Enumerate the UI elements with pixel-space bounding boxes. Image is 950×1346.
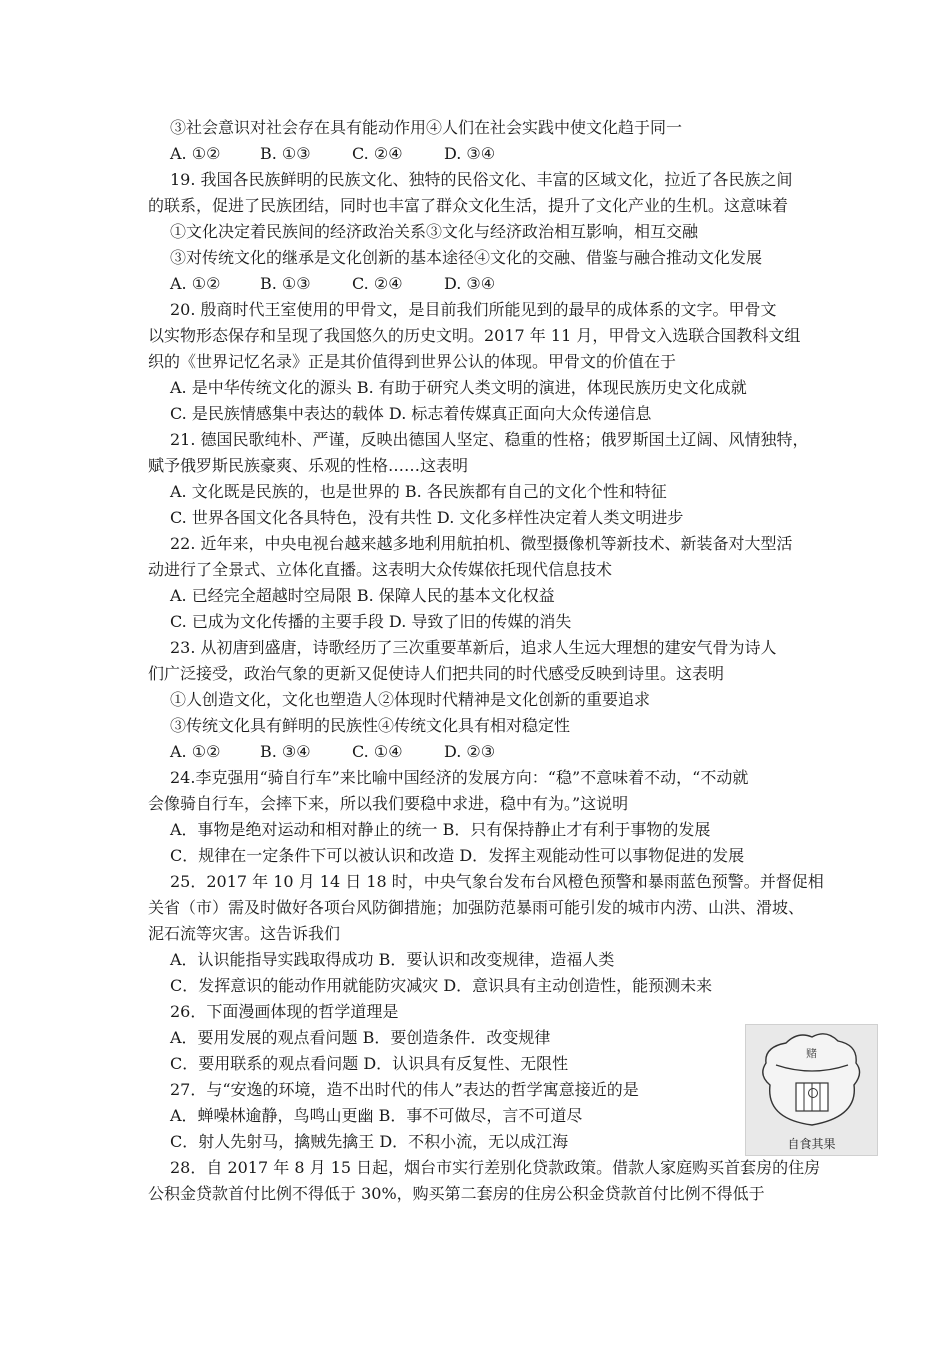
cartoon-caption: 自食其果 [787,1137,836,1151]
cartoon-drawing [746,1025,877,1137]
q21-stem: 21. 德国民歌纯朴、严谨，反映出德国人坚定、稳重的性格；俄罗斯国土辽阔、风情独特， [170,430,809,449]
q22-stem: 22. 近年来，中央电视台越来越多地利用航拍机、微型摄像机等新技术、新装备对大型活 [170,534,793,553]
q25-stem-cont-2: 泥石流等灾害。这告诉我们 [148,924,341,943]
q24-options-cd: C．规律在一定条件下可以被认识和改造 D．发挥主观能动性可以事物促进的发展 [170,846,745,865]
q27-options-cd: C．射人先射马，擒贼先擒王 D．不积小流，无以成江海 [170,1132,569,1151]
q20-options-cd: C. 是民族情感集中表达的载体 D. 标志着传媒真正面向大众传递信息 [170,404,652,423]
q25-options-ab: A．认识能指导实践取得成功 B．要认识和改变规律，造福人类 [170,950,615,969]
q19-option-b: B. ①③ [260,274,311,293]
cartoon-label: 赌 [806,1047,817,1060]
q21-stem-cont: 赋予俄罗斯民族豪爽、乐观的性格……这表明 [148,456,469,475]
q20-options-ab: A. 是中华传统文化的源头 B. 有助于研究人类文明的演进，体现民族历史文化成就 [170,378,747,397]
q18-option-b: B. ①③ [260,144,311,163]
q26-options-ab: A．要用发展的观点看问题 B．要创造条件．改变规律 [170,1028,551,1047]
q23-statement-1: ①人创造文化，文化也塑造人②体现时代精神是文化创新的重要追求 [170,690,651,709]
q27-stem: 27．与“安逸的环境，造不出时代的伟人”表达的哲学寓意接近的是 [170,1080,639,1099]
q18-options [170,144,495,164]
q20-stem-cont-1: 以实物形态保存和呈现了我国悠久的历史文明。2017 年 11 月，甲骨文入选联合国教科文组 [148,326,801,345]
q20-stem: 20. 殷商时代王室使用的甲骨文，是目前我们所能见到的最早的成体系的文字。甲骨文 [170,300,777,319]
q25-stem-cont-1: 关省（市）需及时做好各项台风防御措施；加强防范暴雨可能引发的城市内涝、山洪、滑坡、 [148,898,805,917]
q24-options-ab: A．事物是绝对运动和相对静止的统一 B．只有保持静止才有利于事物的发展 [170,820,711,839]
q23-stem-cont: 们广泛接受，政治气象的更新又促使诗人们把共同的时代感受反映到诗里。这表明 [148,664,725,683]
q28-stem: 28．自 2017 年 8 月 15 日起，烟台市实行差别化贷款政策。借款人家庭购买首套房的住房 [170,1158,821,1177]
q23-option-d: D. ②③ [444,742,496,761]
q19-statement-1: ①文化决定着民族间的经济政治关系③文化与经济政治相互影响，相互交融 [170,222,699,241]
q19-statement-2: ③对传统文化的继承是文化创新的基本途径④文化的交融、借鉴与融合推动文化发展 [170,248,763,267]
q28-stem-cont: 公积金贷款首付比例不得低于 30%，购买第二套房的住房公积金贷款首付比例不得低于 [148,1184,765,1203]
q20-stem-cont-2: 织的《世界记忆名录》正是其价值得到世界公认的体现。甲骨文的价值在于 [148,352,677,371]
q18-option-a: A. ①② [170,144,221,163]
q19-options [170,274,495,294]
q23-option-c: C. ①④ [352,742,403,761]
q23-statement-2: ③传统文化具有鲜明的民族性④传统文化具有相对稳定性 [170,716,571,735]
q18-option-d: D. ③④ [444,144,496,163]
q19-option-d: D. ③④ [444,274,496,293]
q22-options-ab: A. 已经完全超越时空局限 B. 保障人民的基本文化权益 [170,586,555,605]
cartoon-image [745,1024,878,1156]
q25-options-cd: C．发挥意识的能动作用就能防灾减灾 D．意识具有主动创造性，能预测未来 [170,976,713,995]
q23-options [170,742,495,762]
q19-option-c: C. ②④ [352,274,403,293]
q18-option-c: C. ②④ [352,144,403,163]
q21-options-ab: A. 文化既是民族的，也是世界的 B. 各民族都有自己的文化个性和特征 [170,482,667,501]
q27-options-ab: A．蝉噪林逾静，鸟鸣山更幽 B．事不可做尽，言不可道尽 [170,1106,583,1125]
q25-stem: 25．2017 年 10 月 14 日 18 时，中央气象台发布台风橙色预警和暴雨蓝色预警。并督促相 [170,872,824,891]
q21-options-cd: C. 世界各国文化各具特色，没有共性 D. 文化多样性决定着人类文明进步 [170,508,684,527]
q18-statement-line: ③社会意识对社会存在具有能动作用④人们在社会实践中使文化趋于同一 [170,118,683,137]
q19-stem-cont: 的联系，促进了民族团结，同时也丰富了群众文化生活，提升了文化产业的生机。这意味着 [148,196,789,215]
q19-stem: 19. 我国各民族鲜明的民族文化、独特的民俗文化、丰富的区域文化，拉近了各民族之间 [170,170,793,189]
q24-stem: 24.李克强用“骑自行车”来比喻中国经济的发展方向：“稳”不意味着不动，“不动就 [170,768,749,787]
q22-stem-cont: 动进行了全景式、立体化直播。这表明大众传媒依托现代信息技术 [148,560,613,579]
q23-stem: 23. 从初唐到盛唐，诗歌经历了三次重要革新后，追求人生远大理想的建安气骨为诗人 [170,638,777,657]
q23-option-b: B. ③④ [260,742,311,761]
q24-stem-cont: 会像骑自行车，会摔下来，所以我们要稳中求进，稳中有为。”这说明 [148,794,629,813]
q26-stem: 26．下面漫画体现的哲学道理是 [170,1002,399,1021]
q26-options-cd: C．要用联系的观点看问题 D．认识具有反复性、无限性 [170,1054,569,1073]
q19-option-a: A. ①② [170,274,221,293]
q23-option-a: A. ①② [170,742,221,761]
q22-options-cd: C. 已成为文化传播的主要手段 D. 导致了旧的传媒的消失 [170,612,572,631]
